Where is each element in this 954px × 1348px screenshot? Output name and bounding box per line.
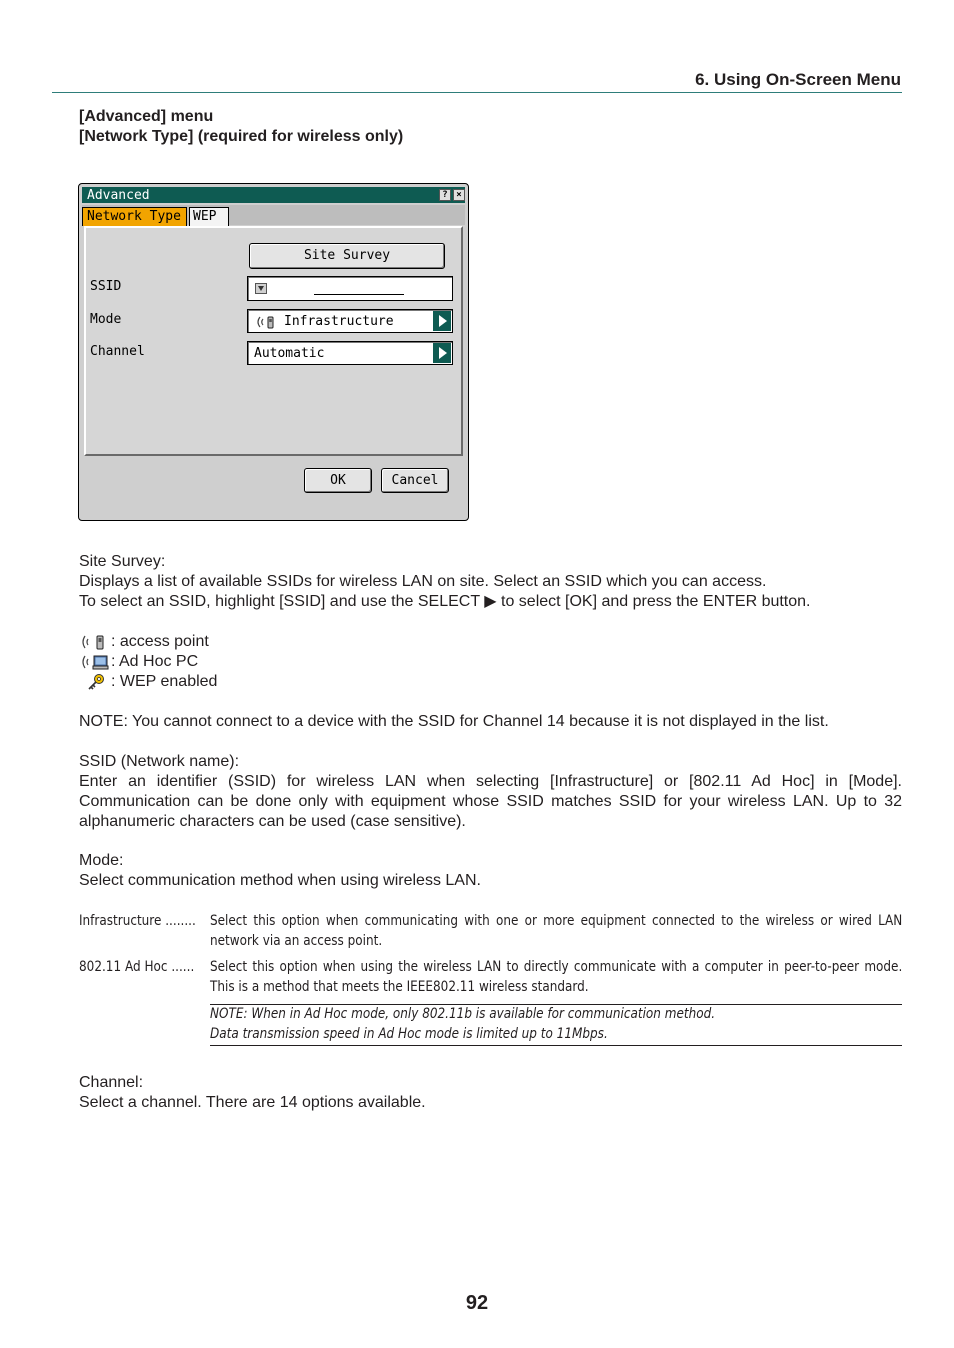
- channel-select[interactable]: [247, 341, 453, 365]
- key-icon: [79, 673, 111, 691]
- ssid-text: Enter an identifier (SSID) for wireless LAN when selecting [Infrastructure] or [802.11 Ad Hoc] in [Mode]. Communication can be done only with equipment whose SSID matches SSID for your wireless LAN. Up to 32 alphanumeric characters can be used (case sensitive).: [79, 773, 902, 830]
- tab-wep[interactable]: WEP: [189, 207, 229, 226]
- chevron-right-icon[interactable]: [433, 343, 451, 363]
- mode-text: Select communication method when using wireless LAN.: [79, 872, 481, 889]
- header-rule: [52, 92, 902, 93]
- chevron-right-icon[interactable]: [433, 311, 451, 331]
- section-title: 6. Using On-Screen Menu: [695, 70, 901, 89]
- legend-text: : access point: [111, 633, 209, 650]
- ok-button[interactable]: OK: [304, 468, 372, 493]
- channel-heading: Channel:: [79, 1074, 144, 1091]
- legend-text: : Ad Hoc PC: [111, 653, 199, 670]
- desc-text: Select this option when using the wireless LAN to directly communicate with a computer in peer-to-peer mode. This is a method that meets the IEEE802.11 wireless standard.: [210, 959, 903, 995]
- tab-network-type[interactable]: Network Type: [82, 207, 187, 226]
- mode-label: Mode: [90, 312, 122, 327]
- page-number: 92: [465, 1292, 489, 1314]
- note-rule-bottom: [210, 1045, 902, 1046]
- mode-value: Infrastructure: [284, 314, 394, 329]
- mode-desc-adhoc: [210, 957, 902, 997]
- legend-text: : WEP enabled: [111, 673, 218, 690]
- ad-hoc-pc-icon: [79, 653, 111, 671]
- ssid-heading: SSID (Network name):: [79, 753, 240, 770]
- heading-advanced-menu: [Advanced] menu: [79, 108, 214, 125]
- legend-access-point: [79, 632, 209, 652]
- advanced-dialog: [78, 183, 469, 521]
- mode-heading: Mode:: [79, 852, 124, 869]
- desc-text: Select this option when communicating with one or more equipment connected to the wireless or wired LAN network via an access point.: [210, 913, 903, 949]
- site-survey-text-2: To select an SSID, highlight [SSID] and use the SELECT ▶ to select [OK] and press the ENTER button.: [79, 593, 811, 610]
- site-survey-heading: Site Survey:: [79, 553, 166, 570]
- ad-hoc-note: [210, 1004, 797, 1044]
- channel-label: Channel: [90, 344, 145, 359]
- mode-term-infrastructure: [79, 911, 229, 931]
- term-text: Infrastructure ........: [79, 913, 196, 929]
- dialog-title: Advanced: [87, 188, 150, 203]
- site-survey-button[interactable]: Site Survey: [249, 243, 445, 269]
- ssid-underline: [314, 294, 404, 295]
- mode-select[interactable]: [247, 309, 453, 333]
- dialog-title-bar: [82, 187, 465, 203]
- note-line-1: NOTE: When in Ad Hoc mode, only 802.11b is available for communication method.: [210, 1006, 716, 1022]
- chevron-down-icon[interactable]: [255, 283, 267, 294]
- channel-value: Automatic: [254, 346, 325, 361]
- access-point-icon: [254, 314, 276, 330]
- note-channel-14: NOTE: You cannot connect to a device with the SSID for Channel 14 because it is not displayed in the list.: [79, 713, 829, 730]
- term-text: 802.11 Ad Hoc ......: [79, 959, 195, 975]
- legend-ad-hoc-pc: [79, 652, 198, 672]
- legend-wep-enabled: [79, 672, 217, 692]
- mode-term-adhoc: [79, 957, 229, 977]
- heading-network-type: [Network Type] (required for wireless only): [79, 128, 404, 145]
- ssid-input[interactable]: [247, 276, 453, 301]
- help-icon[interactable]: ?: [439, 189, 451, 201]
- network-type-panel: [84, 226, 463, 456]
- ssid-label: SSID: [90, 279, 122, 294]
- access-point-icon: [79, 633, 111, 651]
- channel-text: Select a channel. There are 14 options available.: [79, 1094, 426, 1111]
- cancel-button[interactable]: Cancel: [381, 468, 449, 493]
- note-line-2: Data transmission speed in Ad Hoc mode is limited up to 11Mbps.: [210, 1026, 608, 1042]
- mode-desc-infrastructure: [210, 911, 902, 951]
- close-icon[interactable]: ×: [453, 189, 465, 201]
- site-survey-text-1: Displays a list of available SSIDs for wireless LAN on site. Select an SSID which you can access.: [79, 573, 767, 590]
